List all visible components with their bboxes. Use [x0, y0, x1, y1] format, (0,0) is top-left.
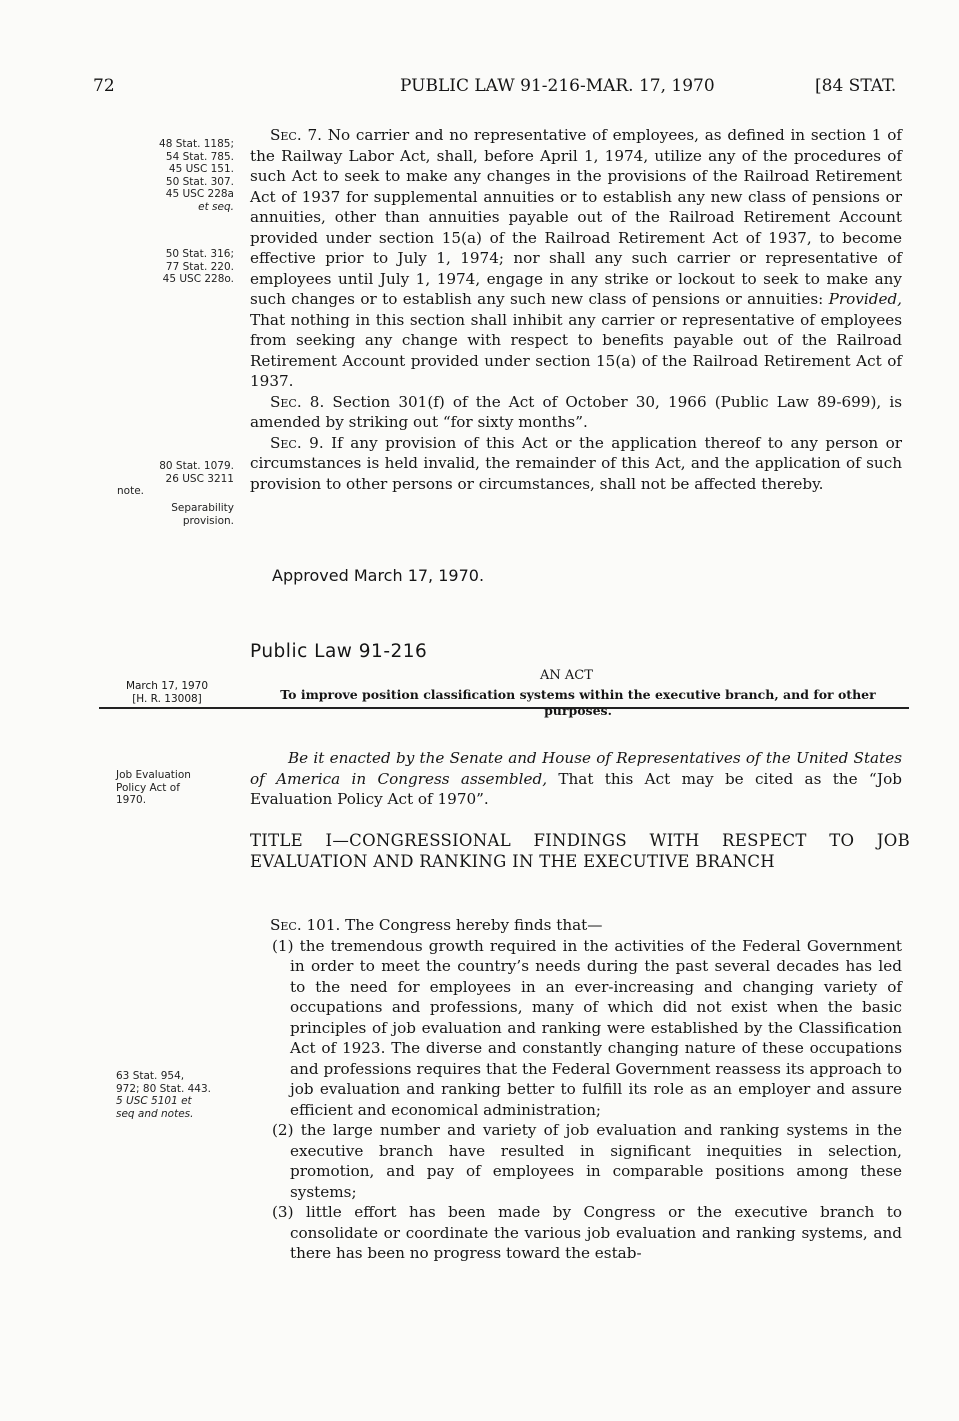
section-101-label: Sec. 101.: [270, 916, 341, 934]
page-number: 72: [93, 76, 115, 96]
volume-reference: [84 STAT.: [815, 76, 897, 96]
public-law-title: Public Law 91-216: [250, 641, 428, 662]
approved-date: Approved March 17, 1970.: [272, 566, 485, 585]
proviso-word: Provided,: [828, 290, 902, 308]
finding-3: (3) little effort has been made by Congress or the executive branch to consolidate or coordinate the various job evaluation and ranking systems, and there has been no progress toward the estab-: [272, 1203, 902, 1262]
section-9: Sec. 9. If any provision of this Act or the application thereof to any person or circumstances is held invalid, the remainder of this Act, and the application of such provision to other persons or circumstances, shall not be affected thereby.: [250, 433, 903, 493]
section-101-intro: Sec. 101. The Congress hereby finds that—: [270, 916, 603, 934]
title-i-heading: TITLE I—CONGRESSIONAL FINDINGS WITH RESPECT TO JOB EVALUATION AND RANKING IN THE EXECUTIVE BRANCH: [250, 831, 910, 871]
margin-note-bill-date: March 17, 1970 [H. R. 13008]: [125, 680, 209, 705]
margin-note-separability: Separability provision.: [171, 502, 234, 527]
margin-note-sec101-citations: 63 Stat. 954, 972; 80 Stat. 443. 5 USC 5101 et seq and notes.: [116, 1070, 212, 1120]
an-act-label: AN ACT: [540, 668, 593, 683]
section-9-label: Sec. 9.: [270, 433, 324, 452]
sections-7-9: [250, 125, 902, 494]
act-purpose: To improve position classification systems within the executive branch, and for other purposes.: [280, 687, 876, 718]
running-title: PUBLIC LAW 91-216-MAR. 17, 1970: [400, 76, 715, 96]
section-8: Sec. 8. Section 301(f) of the Act of October 30, 1966 (Public Law 89-699), is amended by striking out “for sixty months”.: [250, 392, 902, 431]
enacting-formula: Be it enacted by the Senate and House of Representatives of the United States of America in Congress assembled,: [250, 749, 902, 788]
margin-note-sec8-citations: 80 Stat. 1079. 26 USC 3211 note.: [117, 460, 234, 498]
section-7: Sec. 7. No carrier and no representative of employees, as defined in section 1 of the Railway Labor Act, shall, before April 1, 1974, utilize any of the procedures of such Act to seek to make any changes in the provisions of the Railroad Retirement Act of 1937 for supplemental annuities or to establish any new class of pensions or annuities, other than annuities payable out of the Railroad Retirement Account provided under section 15(a) of the Railroad Retirement Act of 1937, to become effective prior to July 1, 1974; nor shall any such carrier or representative of employees until July 1, 1974, engage in any strike or lockout to seek to make any such changes or to establish any such new class of pensions or annuities: Provided, That nothing in this section shall inhibit any carrier or representative of employees from seeking any change with respect to benefits payable out of the Railroad Retirement Account provided under section 15(a) of the Railroad Retirement Act of 1937.: [250, 126, 903, 390]
finding-2: (2) the large number and variety of job evaluation and ranking systems in the executive branch have resulted in significant inequities in selection, promotion, and pay of employees in comparable positions among these systems;: [272, 1121, 902, 1201]
section-101: [250, 915, 902, 1264]
margin-note-sec7-citations-b: 50 Stat. 316; 77 Stat. 220. 45 USC 228o.: [162, 248, 234, 286]
enactment-clause: Be it enacted by the Senate and House of Representatives of the United States of America in Congress assembled, That this Act may be cited as the “Job Evaluation Policy Act of 1970”.: [250, 749, 902, 808]
section-8-label: Sec. 8.: [270, 392, 325, 411]
finding-1: (1) the tremendous growth required in the activities of the Federal Government in order to meet the country’s needs during the past several decades has led to the need for employees in an ever-increasing and changing variety of occupations and professions, many of which did not exist when the basic principles of job evaluation and ranking were established by the Classification Act of 1923. The diverse and constantly changing nature of these occupations and professions requires that the Federal Government reassess its approach to job evaluation and ranking better to fulfill its role as an employer and assure efficient and economical administration;: [272, 936, 902, 1119]
section-7-label: Sec. 7.: [270, 126, 322, 144]
margin-note-sec7-citations: 48 Stat. 1185; 54 Stat. 785. 45 USC 151. 50 Stat. 307. 45 USC 228a et seq.: [159, 138, 234, 213]
margin-note-short-title: Job Evaluation Policy Act of 1970.: [116, 769, 191, 807]
